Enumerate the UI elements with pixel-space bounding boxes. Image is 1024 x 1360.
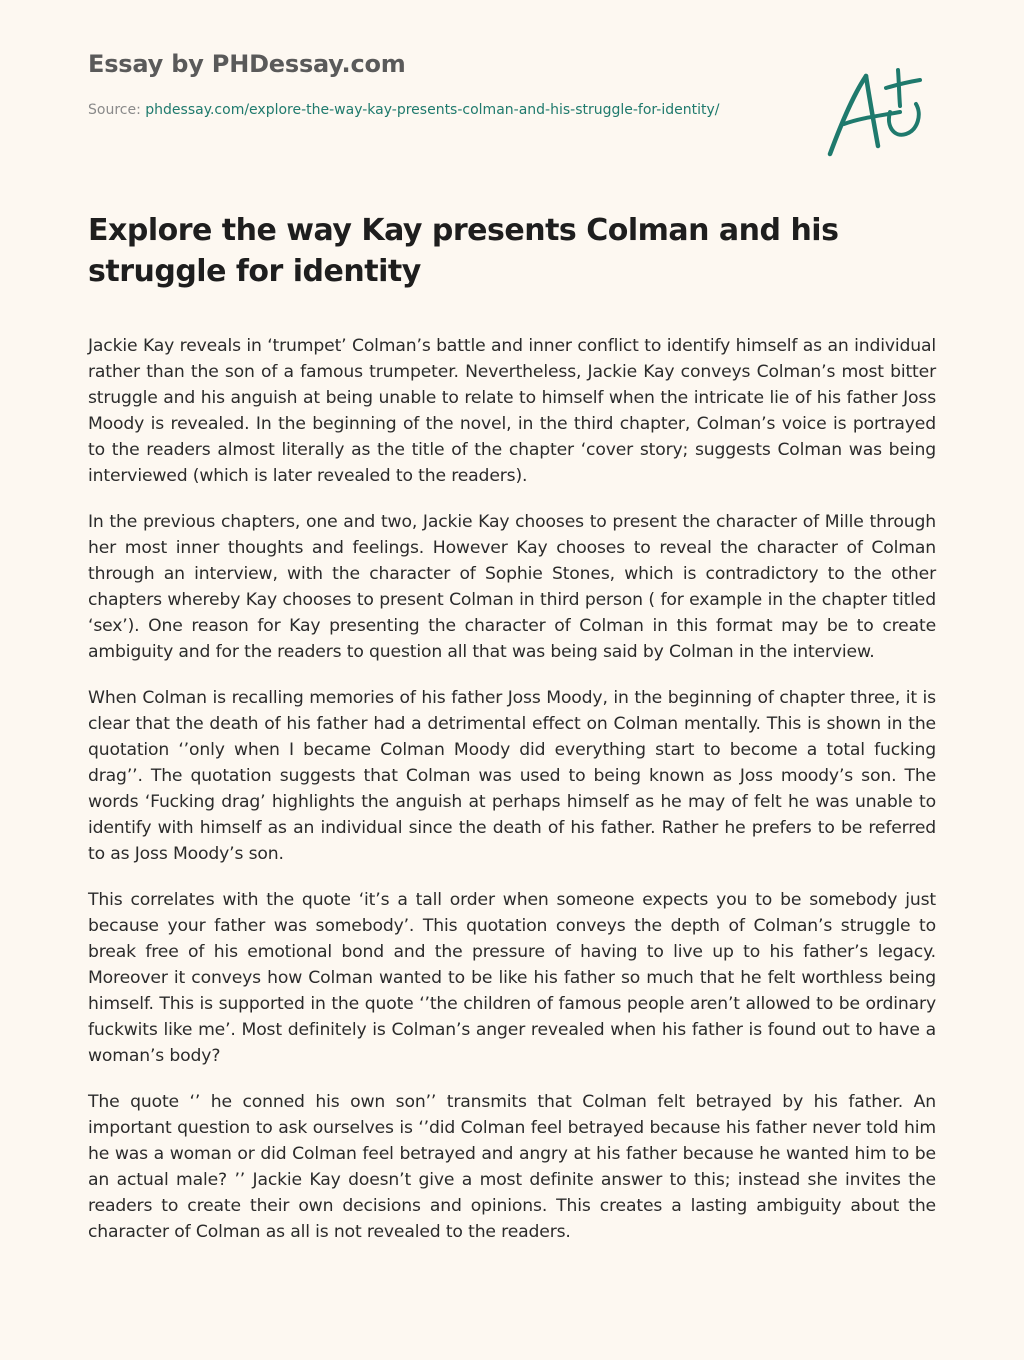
essay-title: Explore the way Kay presents Colman and his struggle for identity bbox=[88, 213, 839, 289]
essay-paragraph: Jackie Kay reveals in ‘trumpet’ Colman’s battle and inner conflict to identify himself as an individual rather than the son of a famous trumpeter. Nevertheless, Jackie Kay conveys Colman’s most bitter struggle and his anguish at being unable to relate to himself when the intricate lie of his father Joss Moody is revealed. In the beginning of the novel, in the third chapter, Colman’s voice is portrayed to the readers almost literally as the title of the chapter ‘cover story; suggests Colman was being interviewed (which is later revealed to the readers). bbox=[88, 336, 936, 486]
source-link[interactable]: phdessay.com/explore-the-way-kay-presents-colman-and-his-struggle-for-identity/ bbox=[145, 102, 720, 118]
a-plus-logo bbox=[820, 62, 930, 162]
essay-paragraph: The quote ‘’ he conned his own son’’ transmits that Colman felt betrayed by his father. An important question to ask ourselves is ‘’did Colman feel betrayed because his father never told him he was a woman or did Colman feel betrayed and angry at his father because he wanted him to be an actual male? ’’ Jackie Kay doesn’t give a most definite answer to this; instead she invites the readers to create their own decisions and opinions. This creates a lasting ambiguity about the character of Colman as all is not revealed to the readers. bbox=[88, 1092, 936, 1242]
page-header bbox=[88, 50, 788, 120]
source-line bbox=[88, 100, 728, 120]
essay-paragraph: In the previous chapters, one and two, Jackie Kay chooses to present the character of Mille through her most inner thoughts and feelings. However Kay chooses to reveal the character of Colman through an interview, with the character of Sophie Stones, which is contradictory to the other chapters whereby Kay chooses to present Colman in third person ( for example in the chapter titled ‘sex’). One reason for Kay presenting the character of Colman in this format may be to create ambiguity and for the readers to question all that was being said by Colman in the interview. bbox=[88, 512, 936, 662]
essay-paragraph: This correlates with the quote ‘it’s a tall order when someone expects you to be somebody just because your father was somebody’. This quotation conveys the depth of Colman’s struggle to break free of his emotional bond and the pressure of having to live up to his father’s legacy. Moreover it conveys how Colman wanted to be like his father so much that he felt worthless being himself. This is supported in the quote ‘’the children of famous people aren’t allowed to be ordinary fuckwits like me’. Most definitely is Colman’s anger revealed when his father is found out to have a woman’s body? bbox=[88, 890, 936, 1066]
a-plus-logo-icon bbox=[820, 62, 930, 162]
site-title: Essay by PHDessay.com bbox=[88, 50, 406, 78]
source-label: Source: bbox=[88, 102, 146, 118]
essay-body bbox=[88, 333, 936, 1265]
essay-paragraph: When Colman is recalling memories of his father Joss Moody, in the beginning of chapter three, it is clear that the death of his father had a detrimental effect on Colman mentally. This is shown in the quotation ‘’only when I became Colman Moody did everything start to become a total fucking drag’’. The quotation suggests that Colman was used to being known as Joss moody’s son. The words ‘Fucking drag’ highlights the anguish at perhaps himself as he may of felt he was unable to identify with himself as an individual since the death of his father. Rather he prefers to be referred to as Joss Moody’s son. bbox=[88, 688, 936, 864]
